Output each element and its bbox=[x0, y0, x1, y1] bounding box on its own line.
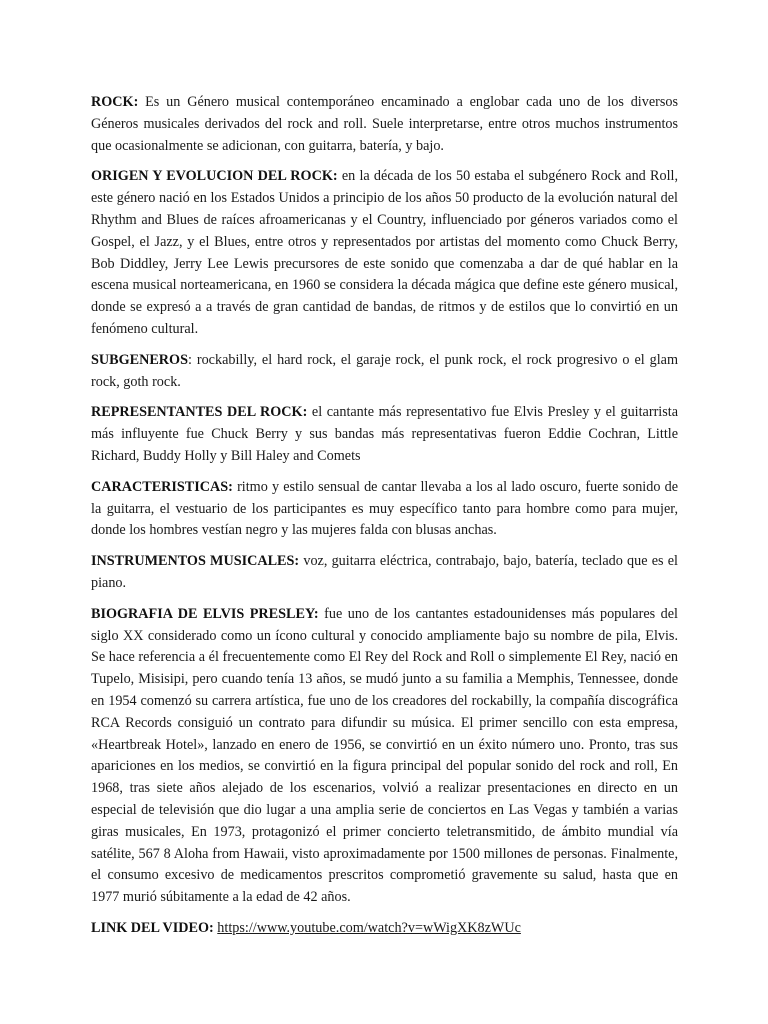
paragraph-subgeneros bbox=[91, 350, 678, 394]
heading-subgeneros: SUBGENEROS bbox=[91, 351, 188, 368]
text-subgeneros: : rockabilly, el hard rock, el garaje rock, el punk rock, el rock progresivo o el glam rock, goth rock. bbox=[91, 351, 678, 390]
text-caracteristicas: ritmo y estilo sensual de cantar llevaba a los al lado oscuro, fuerte sonido de la guitarra, el vestuario de los participantes es muy específico tanto para hombre como para mujer, donde los hombres vestían negro y las mujeres falda con blusas anchas. bbox=[91, 478, 678, 539]
heading-caracteristicas: CARACTERISTICAS: bbox=[91, 478, 233, 495]
heading-representantes: REPRESENTANTES DEL ROCK: bbox=[91, 404, 308, 421]
document-body bbox=[91, 92, 678, 949]
heading-rock: ROCK: bbox=[91, 94, 139, 110]
heading-instrumentos: INSTRUMENTOS MUSICALES: bbox=[91, 553, 300, 570]
paragraph-instrumentos bbox=[91, 551, 678, 595]
text-origen: en la década de los 50 estaba el subgénero Rock and Roll, este género nació en los Estados Unidos a principio de los años 50 producto de la evolución natural del Rhythm and Blues de raíces afroamericanas y el Country, influenciado por géneros variados como el Gospel, el Jazz, y el Blues, entre otros y representados por artistas del momento como Chuck Berry, Bob Diddley, Jerry Lee Lewis precursores de este sonido que comenzaba a dar de qué hablar en la escena musical norteamericana, en 1960 se considera la década mágica que define este género musical, donde se expresó a a través de gran cantidad de bandas, de ritmos y de estilos que lo convirtió en un fenómeno cultural. bbox=[91, 168, 678, 337]
text-instrumentos: voz, guitarra eléctrica, contrabajo, bajo, batería, teclado que es el piano. bbox=[91, 553, 678, 591]
text-biografia: fue uno de los cantantes estadounidenses más populares del siglo XX considerado como un ícono cultural y conocido ampliamente bajo su nombre de pila, Elvis. Se hace referencia a él frecuentemente como El Rey del Rock and Roll o simplemente El Rey, nació en Tupelo, Misisipi, pero cuando tenía 13 años, se mudó junto a su familia a Memphis, Tennessee, donde en 1954 comenzó su carrera artística, fue uno de los creadores del rockabilly, la compañía discográfica RCA Records consiguió un contrato para difundir su música. El primer sencillo con esta empresa, «Heartbreak Hotel», lanzado en enero de 1956, se convirtió en un éxito número uno. Pronto, tras sus apariciones en los medios, se convirtió en la figura principal del popular sonido del rock and roll, En 1968, tras siete años alejado de los escenarios, volvió a realizar presentaciones en directo en un especial de televisión que dio lugar a una amplia serie de conciertos en Las Vegas y también a varias giras musicales, En 1973, protagonizó el primer concierto teletransmitido, de ámbito mundial vía satélite, 567 8 Aloha from Hawaii, visto aproximadamente por 1500 millones de personas. Finalmente, el consumo excesivo de medicamentos prescritos comprometió gravemente su salud, hasta que en 1977 murió súbitamente a la edad de 42 años. bbox=[91, 605, 679, 906]
heading-origen: ORIGEN Y EVOLUCION DEL ROCK: bbox=[91, 168, 338, 185]
video-link[interactable]: https://www.youtube.com/watch?v=wWigXK8zWUc bbox=[217, 919, 521, 936]
paragraph-link-video bbox=[91, 918, 678, 940]
paragraph-origen bbox=[91, 166, 678, 340]
heading-biografia: BIOGRAFIA DE ELVIS PRESLEY: bbox=[91, 605, 319, 622]
paragraph-rock bbox=[91, 92, 678, 157]
heading-link-video: LINK DEL VIDEO: bbox=[91, 919, 214, 936]
text-representantes: el cantante más representativo fue Elvis Presley y el guitarrista más influyente fue Chuck Berry y sus bandas más representativas fueron Eddie Cochran, Little Richard, Buddy Holly y Bill Haley and Comets bbox=[91, 404, 678, 464]
paragraph-representantes bbox=[91, 402, 678, 467]
paragraph-biografia bbox=[91, 604, 678, 909]
text-rock: Es un Género musical contemporáneo encaminado a englobar cada uno de los diversos Géneros musicales derivados del rock and roll. Suele interpretarse, entre otros muchos instrumentos que ocasionalmente se adicionan, con guitarra, batería, y bajo. bbox=[91, 94, 678, 154]
paragraph-caracteristicas bbox=[91, 477, 678, 542]
